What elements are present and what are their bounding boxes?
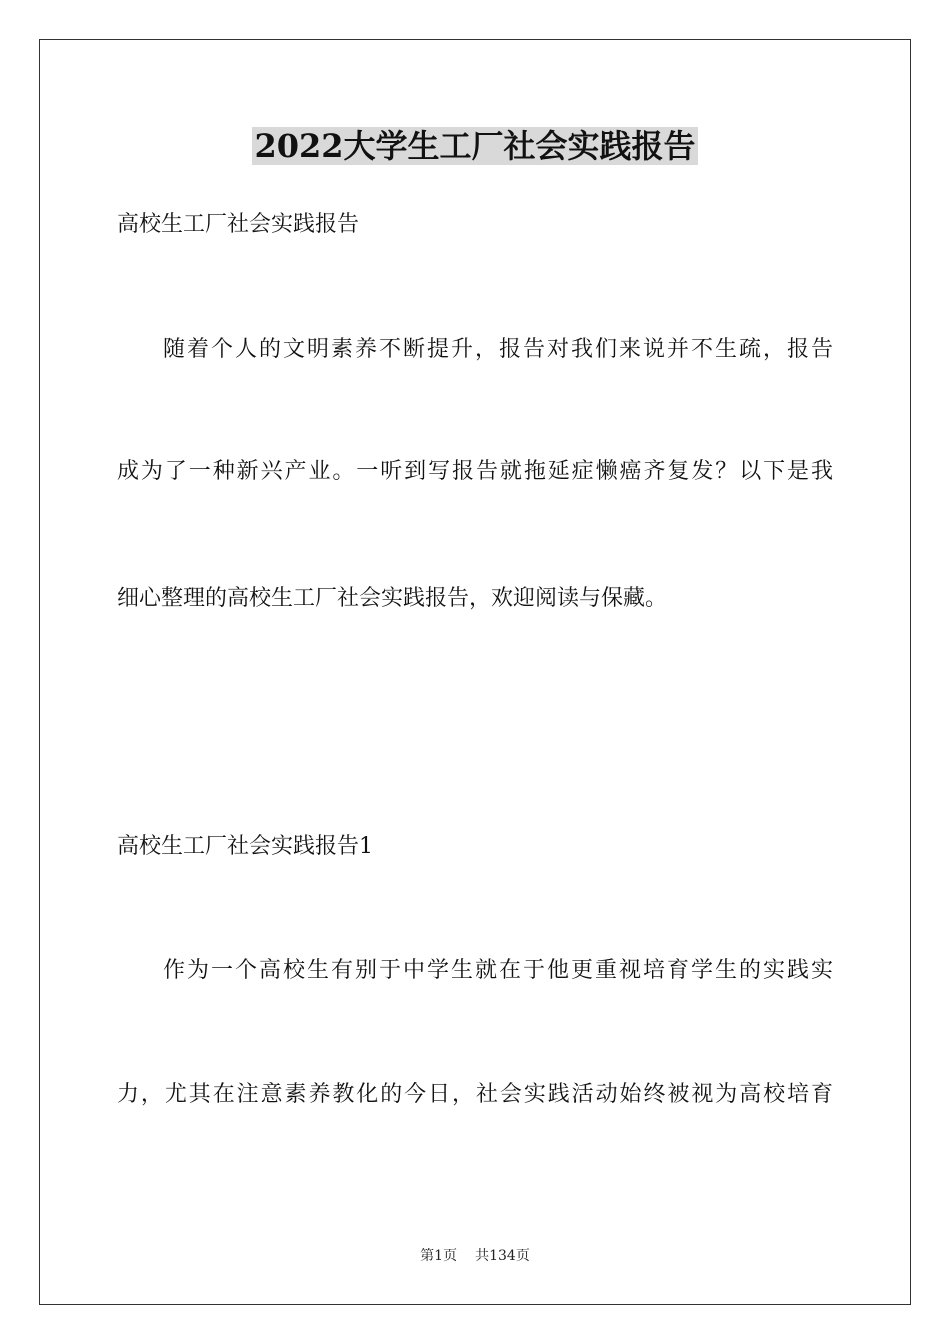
intro-line-1: 随着个人的文明素养不断提升，报告对我们来说并不生疏，报告	[163, 337, 833, 362]
page-footer	[0, 1246, 950, 1266]
page-total: 共134页	[475, 1248, 530, 1264]
document-title	[0, 123, 950, 169]
document-title-text: 2022大学生工厂社会实践报告	[254, 127, 696, 165]
section-line-2: 力，尤其在注意素养教化的今日，社会实践活动始终被视为高校培育	[117, 1082, 833, 1107]
intro-line-3: 细心整理的高校生工厂社会实践报告，欢迎阅读与保藏。	[117, 586, 668, 611]
subheading: 高校生工厂社会实践报告	[117, 212, 360, 237]
intro-line-2: 成为了一种新兴产业。一听到写报告就拖延症懒癌齐复发？以下是我	[117, 459, 833, 484]
section-line-1: 作为一个高校生有别于中学生就在于他更重视培育学生的实践实	[163, 958, 833, 983]
page-number: 第1页	[420, 1248, 458, 1264]
section-heading: 高校生工厂社会实践报告1	[117, 834, 373, 859]
